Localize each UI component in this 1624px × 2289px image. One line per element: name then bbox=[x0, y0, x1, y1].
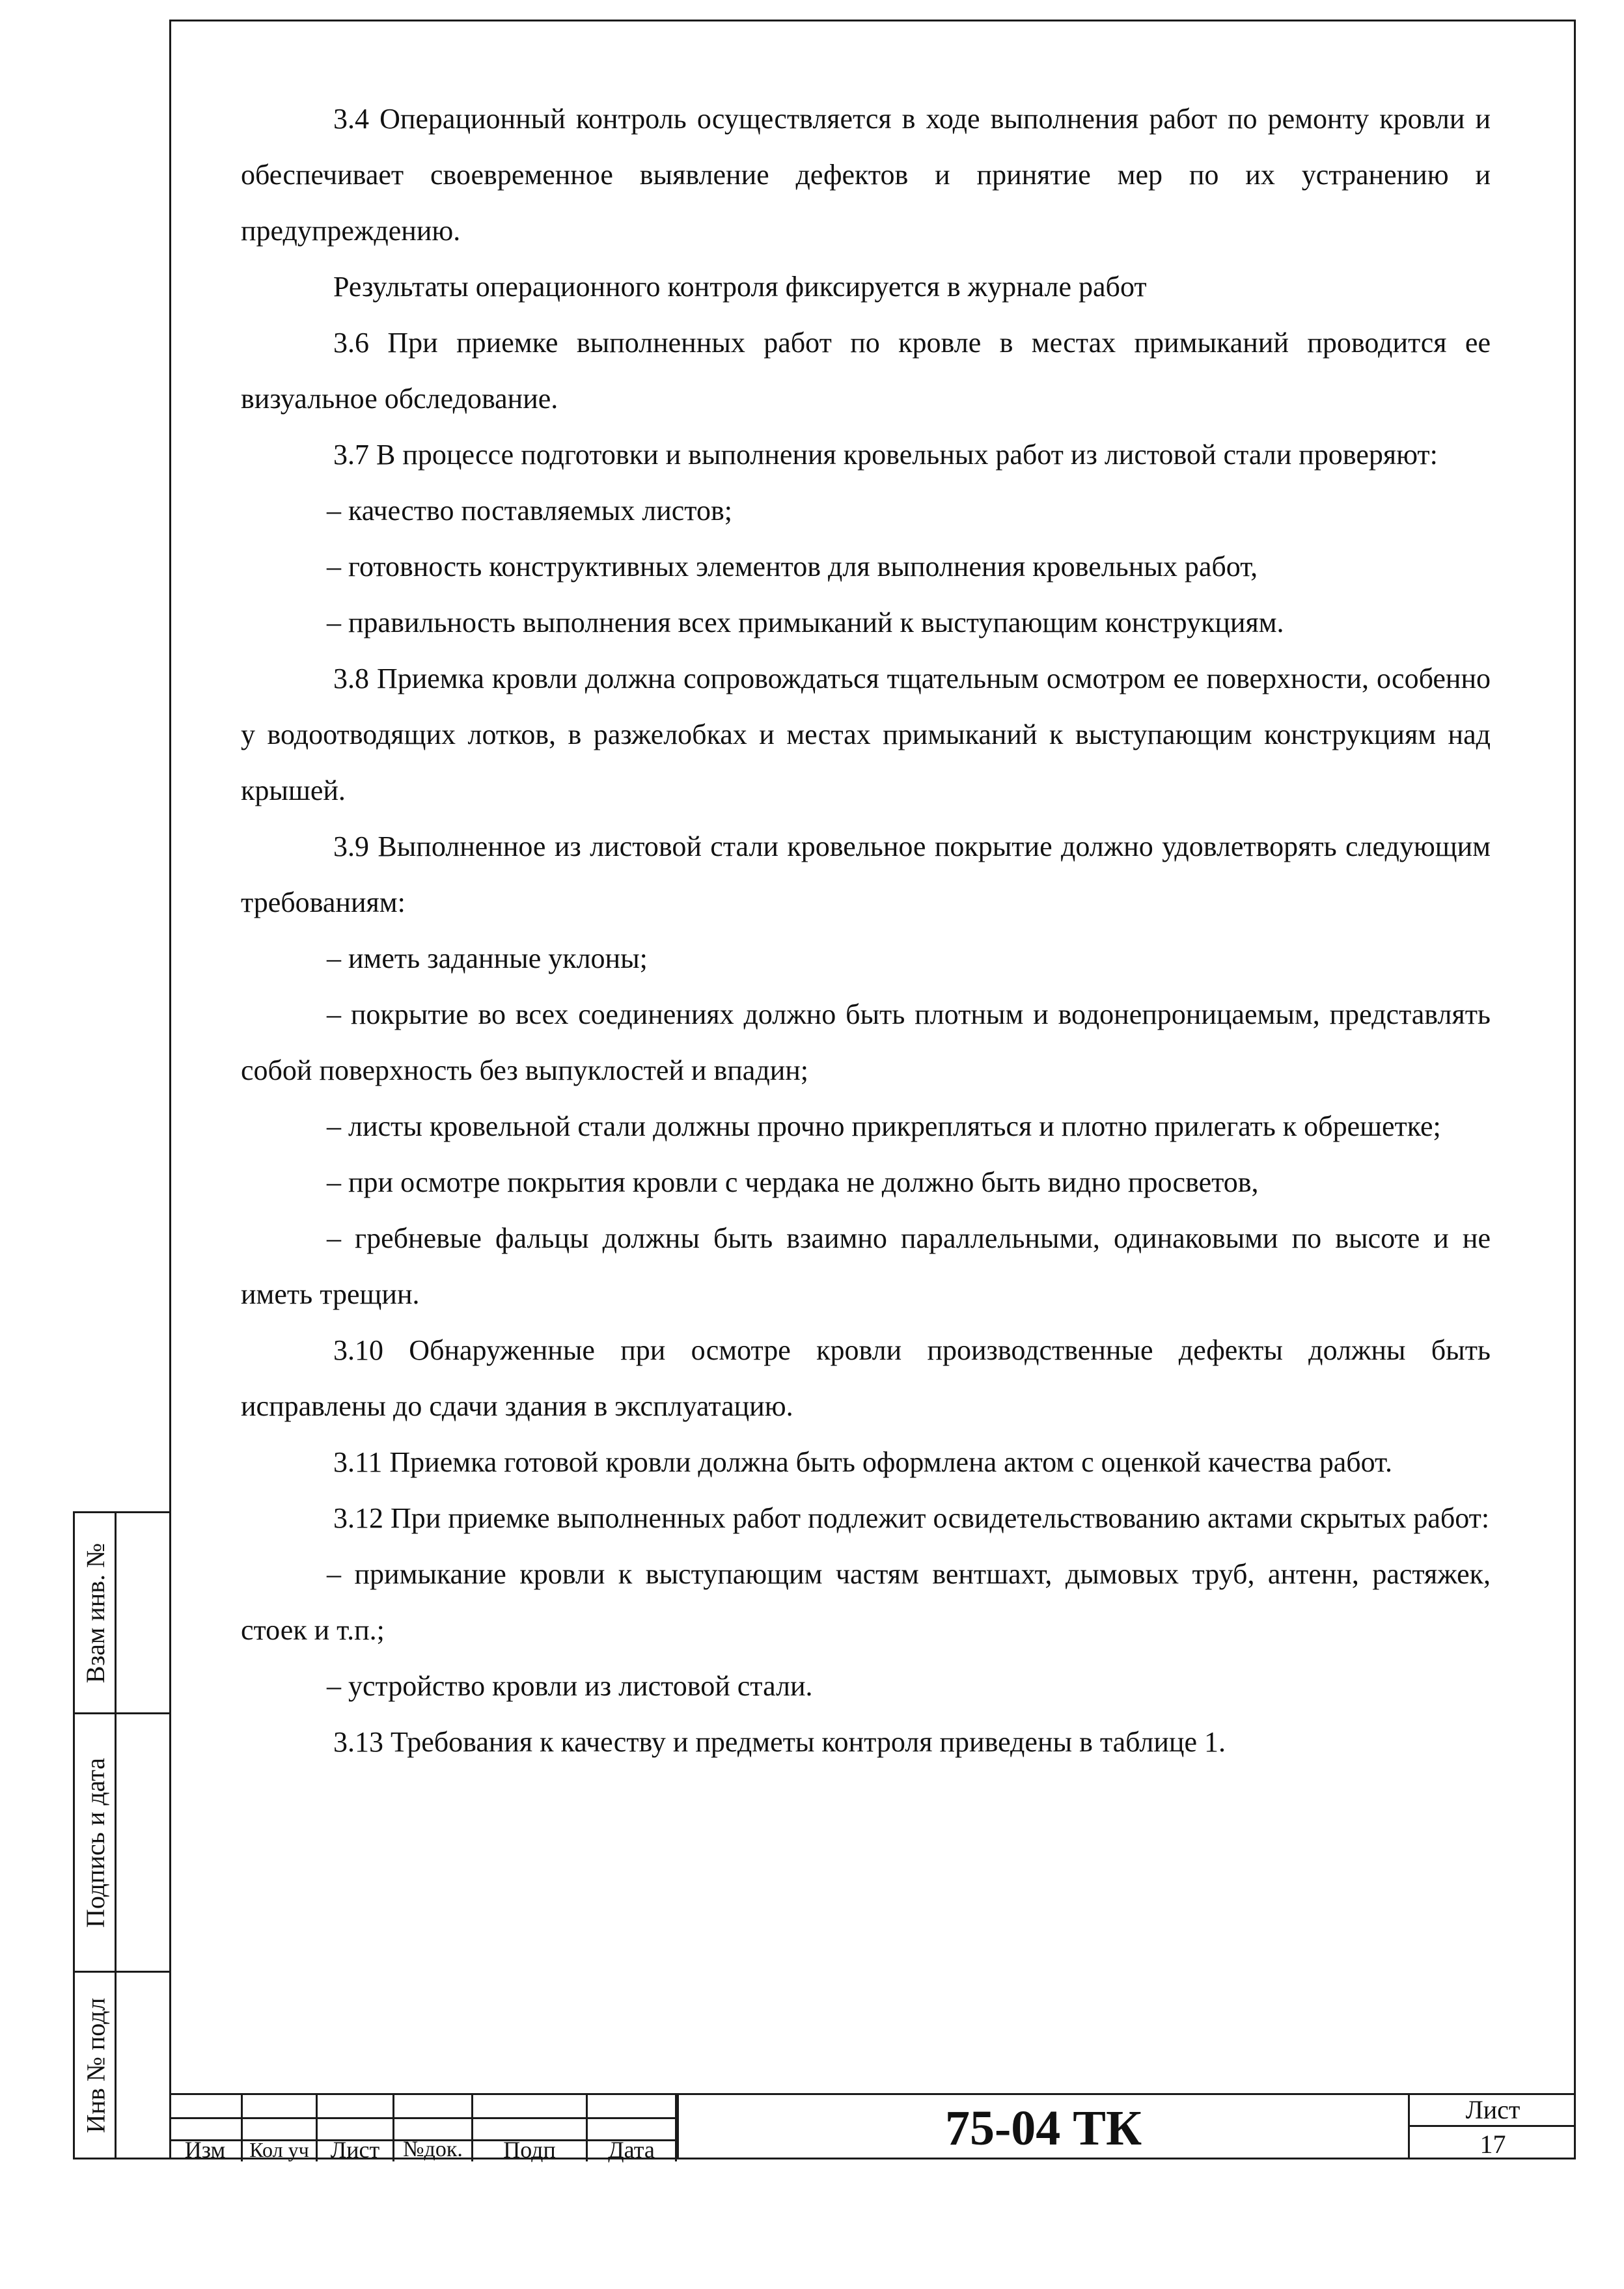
list-item: – примыкание кровли к выступающим частям вентшахт, дымовых труб, антенн, растяжек, стоек и т.п.; bbox=[241, 1558, 1491, 1646]
paragraph-3-6: 3.6 При приемке выполненных работ по кровле в местах примыканий проводится ее визуальное обследование. bbox=[241, 327, 1491, 415]
stamp-inv-podl-label: Инв № подл bbox=[81, 1997, 111, 2133]
header-list: Лист bbox=[330, 2137, 380, 2163]
list-item: – иметь заданные уклоны; bbox=[327, 942, 648, 974]
list-item: – листы кровельной стали должны прочно прикрепляться и плотно прилегать к обрешетке; bbox=[327, 1110, 1441, 1142]
list-item: – готовность конструктивных элементов для выполнения кровельных работ, bbox=[327, 551, 1258, 583]
stamp-vzam-inv-label: Взам инв. № bbox=[81, 1542, 111, 1683]
stamp-vzam-inv bbox=[73, 1511, 169, 1714]
header-podp: Подп bbox=[503, 2137, 556, 2163]
list-item: – устройство кровли из листовой стали. bbox=[327, 1670, 813, 1702]
stamp-inv-podl bbox=[73, 1973, 169, 2159]
paragraph-3-9: 3.9 Выполненное из листовой стали кровельное покрытие должно удовлетворять следующим требованиям: bbox=[241, 830, 1491, 918]
header-nodok: №док. bbox=[403, 2137, 463, 2161]
title-block-grid bbox=[169, 2093, 677, 2163]
paragraph-3-11: 3.11 Приемка готовой кровли должна быть оформлена актом с оценкой качества работ. bbox=[333, 1446, 1392, 1478]
paragraph-results: Результаты операционного контроля фиксируется в журнале работ bbox=[333, 271, 1147, 303]
paragraph-3-12: 3.12 При приемке выполненных работ подлежит освидетельствованию актами скрытых работ: bbox=[333, 1502, 1490, 1534]
title-block bbox=[169, 2093, 1576, 2163]
sheet-number: 17 bbox=[1479, 2130, 1506, 2159]
sheet-cell bbox=[1408, 2093, 1576, 2159]
paragraph-3-8: 3.8 Приемка кровли должна сопровождаться тщательным осмотром ее поверхности, особенно у водоотводящих лотков, в разжелобках и местах примыканий к выступающим конструкциям над крышей. bbox=[241, 663, 1491, 806]
list-item: – гребневые фальцы должны быть взаимно параллельными, одинаковыми по высоте и не иметь трещин. bbox=[241, 1222, 1491, 1310]
list-item: – правильность выполнения всех примыканий к выступающим конструкциям. bbox=[327, 607, 1284, 638]
paragraph-3-10: 3.10 Обнаруженные при осмотре кровли производственные дефекты должны быть исправлены до сдачи здания в эксплуатацию. bbox=[241, 1334, 1491, 1422]
header-data: Дата bbox=[608, 2137, 655, 2163]
list-item: – при осмотре покрытия кровли с чердака не должно быть видно просветов, bbox=[327, 1166, 1259, 1198]
sheet-label: Лист bbox=[1410, 2095, 1576, 2127]
stamp-podpis-data-label: Подпись и дата bbox=[81, 1757, 111, 1928]
paragraph-3-7: 3.7 В процессе подготовки и выполнения кровельных работ из листовой стали проверяют: bbox=[333, 439, 1438, 471]
stamp-podpis-data bbox=[73, 1714, 169, 1973]
document-body bbox=[241, 91, 1491, 1770]
header-kol-uch: Кол уч bbox=[249, 2138, 309, 2161]
document-code: 75-04 ТК bbox=[677, 2093, 1408, 2159]
list-item: – покрытие во всех соединениях должно быть плотным и водонепроницаемым, представлять собой поверхность без выпуклостей и впадин; bbox=[241, 998, 1491, 1086]
header-izm: Изм bbox=[184, 2137, 226, 2163]
paragraph-3-13: 3.13 Требования к качеству и предметы контроля приведены в таблице 1. bbox=[333, 1726, 1226, 1758]
paragraph-3-4: 3.4 Операционный контроль осуществляется в ходе выполнения работ по ремонту кровли и обеспечивает своевременное выявление дефектов и принятие мер по их устранению и предупреждению. bbox=[241, 103, 1491, 247]
list-item: – качество поставляемых листов; bbox=[327, 495, 732, 527]
